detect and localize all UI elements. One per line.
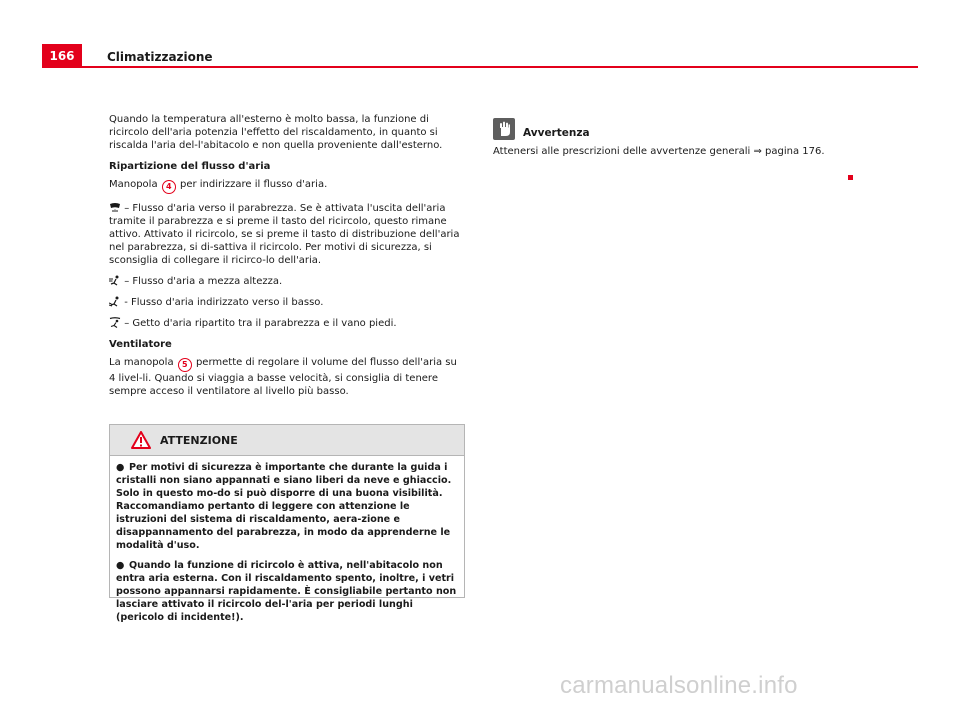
intro-paragraph: Quando la temperatura all'esterno è molto bassa, la funzione di ricircolo dell'aria potenzia l'effetto del riscaldamento, in quanto si riscalda l'aria del-l'abitacolo e non quella proveniente dall'esterno. [109,114,443,151]
airflow-item-mid-height [109,275,465,288]
knob4-suffix: per indirizzare il flusso d'aria. [179,179,328,190]
warning-body [110,456,464,624]
airflow-item-windshield [109,202,465,267]
note-body [493,145,858,158]
warning-header [110,425,464,456]
header-divider [42,66,918,68]
footwell-air-icon [109,296,121,307]
mid-height-air-icon [109,275,121,286]
knob-4-callout: 4 [162,180,176,194]
warning-bullet-text: Quando la funzione di ricircolo è attiva, nell'abitacolo non entra aria esterna. Con il riscaldamento spento, inoltre, i vetri possono appannarsi rapidamente. È consigliabile pertanto non lasciare attivato il ricircolo del-l'aria per periodi lunghi (pericolo di incidente!). [116,560,457,623]
fan-paragraph [109,356,465,398]
end-marker [848,175,853,180]
knob4-prefix: Manopola [109,179,158,190]
fan-prefix: La manopola [109,357,174,368]
note-section [493,116,858,158]
windshield-footwell-air-icon [109,317,121,328]
note-text: Attenersi alle prescrizioni delle avvertenze generali ⇒ pagina 176. [493,146,825,157]
bullet-marker: ● [116,462,125,473]
bullet-marker: ● [116,560,125,571]
fan-text: permette di regolare il volume del flusso dell'aria su 4 livel-li. Quando si viaggia a basse velocità, si consiglia di tenere sempre acceso il ventilatore al livello più basso. [109,357,457,397]
airflow-item-text: – Flusso d'aria a mezza altezza. [124,276,283,287]
airflow-item-text: – Flusso d'aria verso il parabrezza. Se è attivata l'uscita dell'aria tramite il parabrezza e si preme il tasto del ricircolo, questo rimane attivo. Attivato il ricircolo, se si preme il tasto di distribuzione dell'aria nel parabrezza, si di-sattiva il ricircolo. Per motivi di sicurezza, si sconsiglia di collegare il ricirco-lo dell'aria. [109,203,460,266]
distribution-heading: Ripartizione del flusso d'aria [109,161,271,172]
note-header [493,116,858,140]
warning-bullet [116,559,458,624]
chapter-title: Climatizzazione [107,50,213,64]
warning-title: ATTENZIONE [160,433,238,447]
knob-5-callout: 5 [178,358,192,372]
warning-triangle-icon [131,431,151,449]
warning-box [109,424,465,623]
warning-bullet [116,461,458,552]
airflow-item-text: – Getto d'aria ripartito tra il parabrezza e il vano piedi. [124,318,397,329]
airflow-item-windshield-footwell [109,317,465,330]
airflow-item-text: - Flusso d'aria indirizzato verso il basso. [124,297,324,308]
fan-heading: Ventilatore [109,339,172,350]
note-title: Avvertenza [523,127,590,139]
page-number: 166 [42,44,82,68]
page-header [0,0,960,70]
warning-bullet-text: Per motivi di sicurezza è importante che durante la guida i cristalli non siano appannati e siano liberi da neve e ghiaccio. Solo in questo mo-do si può disporre di una buona visibilità. Raccomandiamo pertanto di leggere con attenzione le istruzioni del sistema di riscaldamento, aera-zione e disappannamento del parabrezza, in modo da apprenderne le modalità d'uso. [116,462,452,551]
windshield-air-icon [109,202,121,213]
airflow-item-footwell [109,296,465,309]
note-hand-icon [493,118,515,140]
watermark: carmanualsonline.info [560,672,798,699]
left-column [109,113,465,406]
knob4-paragraph [109,178,465,194]
